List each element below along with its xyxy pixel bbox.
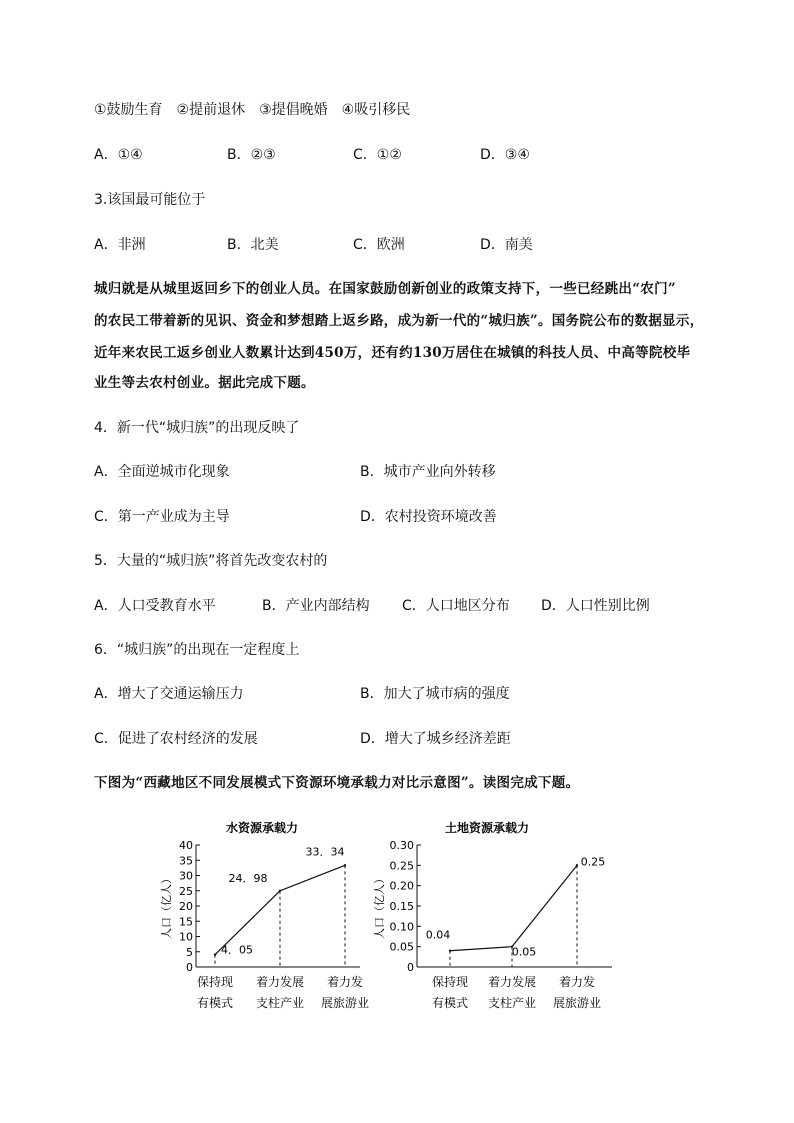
q2-items: ①鼓励生育 ②提前退休 ③提倡晚婚 ④吸引移民 (94, 102, 411, 118)
q6-stem: 6．“城归族”的出现在一定程度上 (94, 642, 300, 658)
series-line (450, 865, 577, 950)
q4-option-a: A．全面逆城市化现象 (94, 464, 230, 480)
q6-option-c: C．促进了农村经济的发展 (94, 731, 258, 747)
y-tick-label: 0.15 (389, 900, 414, 913)
y-tick-label: 40 (179, 839, 193, 852)
q5-option-c: C．人口地区分布 (402, 598, 510, 614)
data-label: 0.05 (511, 945, 537, 959)
y-tick-label: 25 (179, 884, 193, 898)
y-tick-label: 15 (179, 915, 193, 929)
q4-stem: 4．新一代“城归族”的出现反映了 (94, 420, 300, 436)
q3-stem: 3.该国最可能位于 (94, 192, 206, 208)
category-label: 支柱产业 (487, 996, 537, 1010)
category-label: 着力发 (326, 975, 364, 989)
q3-option-d: D．南美 (480, 237, 533, 253)
water-capacity-chart (160, 820, 369, 1010)
passage1-line-2: 的农民工带着新的见识、资金和梦想踏上返乡路，成为新一代的“城归族”。国务院公布的数据显示， (94, 313, 704, 329)
y-tick-label: 0.10 (389, 920, 414, 934)
data-point (214, 953, 216, 955)
y-tick-label: 0.05 (389, 940, 414, 954)
data-point (344, 864, 346, 866)
passage2: 下图为“西藏地区不同发展模式下资源环境承载力对比示意图”。读图完成下题。 (94, 775, 580, 791)
category-label: 展旅游业 (320, 996, 370, 1010)
q4-option-b: B．城市产业向外转移 (360, 464, 496, 480)
q5-stem: 5．大量的“城归族”将首先改变农村的 (94, 553, 328, 569)
category-label: 着力发展 (255, 975, 305, 989)
q2-option-d: D．③④ (480, 147, 530, 163)
data-point (279, 890, 281, 892)
data-label: 0.04 (425, 928, 451, 942)
category-label: 支柱产业 (255, 996, 305, 1010)
q4-option-d: D．农村投资环境改善 (360, 509, 497, 525)
data-label: 4．05 (221, 943, 253, 957)
category-label: 有模式 (196, 996, 234, 1010)
resource-capacity-charts (0, 810, 794, 1050)
y-tick-label: 0 (407, 961, 414, 974)
q5-option-d: D．人口性别比例 (541, 598, 650, 614)
q3-option-c: C．欧洲 (353, 237, 405, 253)
passage1-line-4: 业生等去农村创业。据此完成下题。 (94, 375, 315, 391)
chart-title: 水资源承载力 (225, 821, 299, 835)
q4-option-c: C．第一产业成为主导 (94, 509, 230, 525)
data-label: 33．34 (305, 845, 345, 859)
q2-option-b: B．②③ (227, 147, 276, 163)
q6-option-d: D．增大了城乡经济差距 (360, 731, 511, 747)
passage1-line-1: 城归就是从城里返回乡下的创业人员。在国家鼓励创新创业的政策支持下，一些已经跳出“农门” (94, 281, 676, 297)
y-tick-label: 35 (179, 854, 193, 868)
data-point (449, 950, 451, 952)
y-tick-label: 5 (186, 945, 193, 959)
data-label: 24．98 (228, 871, 268, 885)
category-label: 着力发展 (487, 975, 537, 989)
data-point (576, 864, 578, 866)
q6-option-a: A．增大了交通运输压力 (94, 686, 244, 702)
category-label: 有模式 (431, 996, 469, 1010)
chart-title: 土地资源承载力 (444, 821, 530, 835)
y-tick-label: 0.25 (389, 859, 414, 873)
category-label: 展旅游业 (552, 996, 602, 1010)
q5-option-b: B．产业内部结构 (262, 598, 370, 614)
land-capacity-chart (373, 820, 612, 1010)
y-tick-label: 0 (186, 961, 193, 974)
passage1-line-3: 近年来农民工返乡创业人数累计达到450万，还有约130万居住在城镇的科技人员、中高等院校毕 (94, 345, 691, 361)
data-label: 0.25 (580, 855, 606, 869)
y-tick-label: 0.30 (389, 839, 414, 852)
y-axis-label: 人口（亿人） (160, 873, 173, 939)
category-label: 保持现 (196, 975, 234, 989)
q3-option-b: B．北美 (227, 237, 279, 253)
y-tick-label: 30 (179, 869, 193, 883)
y-tick-label: 20 (179, 900, 193, 913)
y-tick-label: 0.20 (389, 879, 414, 893)
category-label: 保持现 (431, 975, 469, 989)
q2-option-c: C．①② (353, 147, 402, 163)
y-tick-label: 10 (179, 930, 193, 944)
category-label: 着力发 (558, 975, 596, 989)
q5-option-a: A．人口受教育水平 (94, 598, 216, 614)
q2-option-a: A．①④ (94, 147, 143, 163)
q6-option-b: B．加大了城市病的强度 (360, 686, 510, 702)
y-axis-label: 人口（亿人） (373, 873, 386, 939)
q3-option-a: A．非洲 (94, 237, 146, 253)
